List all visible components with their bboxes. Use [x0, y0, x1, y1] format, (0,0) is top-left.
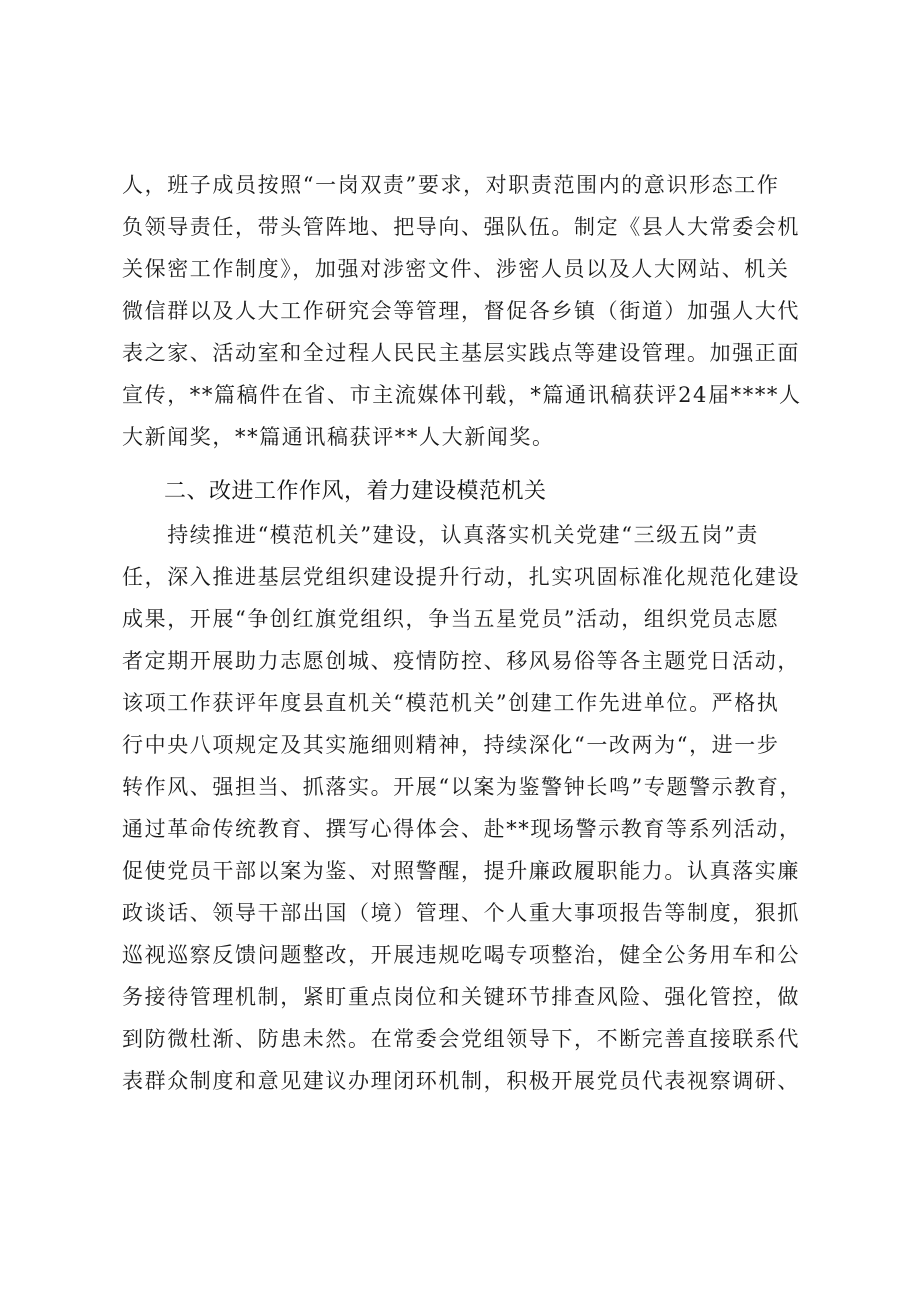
text-line: 宣传，**篇稿件在省、市主流媒体刊载，*篇通讯稿获评24届****人: [122, 383, 802, 407]
text-line: 政谈话、领导干部出国（境）管理、个人重大事项报告等制度，狠抓: [122, 901, 800, 925]
text-line: 者定期开展助力志愿创城、疫情防控、移风易俗等各主题党日活动，: [122, 649, 800, 673]
text-line: 成果，开展“争创红旗党组织，争当五星党员”活动，组织党员志愿: [122, 607, 780, 631]
text-line: 务接待管理机制，紧盯重点岗位和关键环节排查风险、强化管控，做: [122, 985, 800, 1009]
text-line: 该项工作获评年度县直机关“模范机关”创建工作先进单位。严格执: [122, 691, 780, 715]
text-line: 表之家、活动室和全过程人民民主基层实践点等建设管理。加强正面: [122, 341, 800, 365]
text-line: 持续推进“模范机关”建设，认真落实机关党建“三级五岗”责: [122, 523, 759, 547]
text-line: 到防微杜渐、防患未然。在常委会党组领导下，不断完善直接联系代: [122, 1027, 800, 1051]
text-line: 关保密工作制度》，加强对涉密文件、涉密人员以及人大网站、机关: [122, 257, 790, 281]
section-heading: 二、改进工作作风，着力建设模范机关: [164, 479, 547, 504]
text-line: 表群众制度和意见建议办理闭环机制，积极开展党员代表视察调研、: [122, 1069, 800, 1093]
text-line: 巡视巡察反馈问题整改，开展违规吃喝专项整治，健全公务用车和公: [122, 943, 800, 967]
paragraph-ideology-work: [122, 164, 812, 458]
text-line: 负领导责任，带头管阵地、把导向、强队伍。制定《县人大常委会机: [122, 215, 800, 239]
text-line: 转作风、强担当、抓落实。开展“以案为鉴警钟长鸣”专题警示教育，: [122, 775, 803, 799]
text-line: 行中央八项规定及其实施细则精神，持续深化“一改两为“，进一步: [122, 733, 780, 757]
text-line: 微信群以及人大工作研究会等管理，督促各乡镇（街道）加强人大代: [122, 299, 800, 323]
text-line: 通过革命传统教育、撰写心得体会、赴**现场警示教育等系列活动，: [122, 817, 802, 841]
paragraph-model-organ: [122, 514, 812, 1102]
text-line: 任，深入推进基层党组织建设提升行动，扎实巩固标准化规范化建设: [122, 565, 800, 589]
text-line: 促使党员干部以案为鉴、对照警醒，提升廉政履职能力。认真落实廉: [122, 859, 800, 883]
text-line: 人，班子成员按照“一岗双责”要求，对职责范围内的意识形态工作: [122, 173, 780, 197]
text-line: 大新闻奖，**篇通讯稿获评**人大新闻奖。: [122, 425, 555, 449]
